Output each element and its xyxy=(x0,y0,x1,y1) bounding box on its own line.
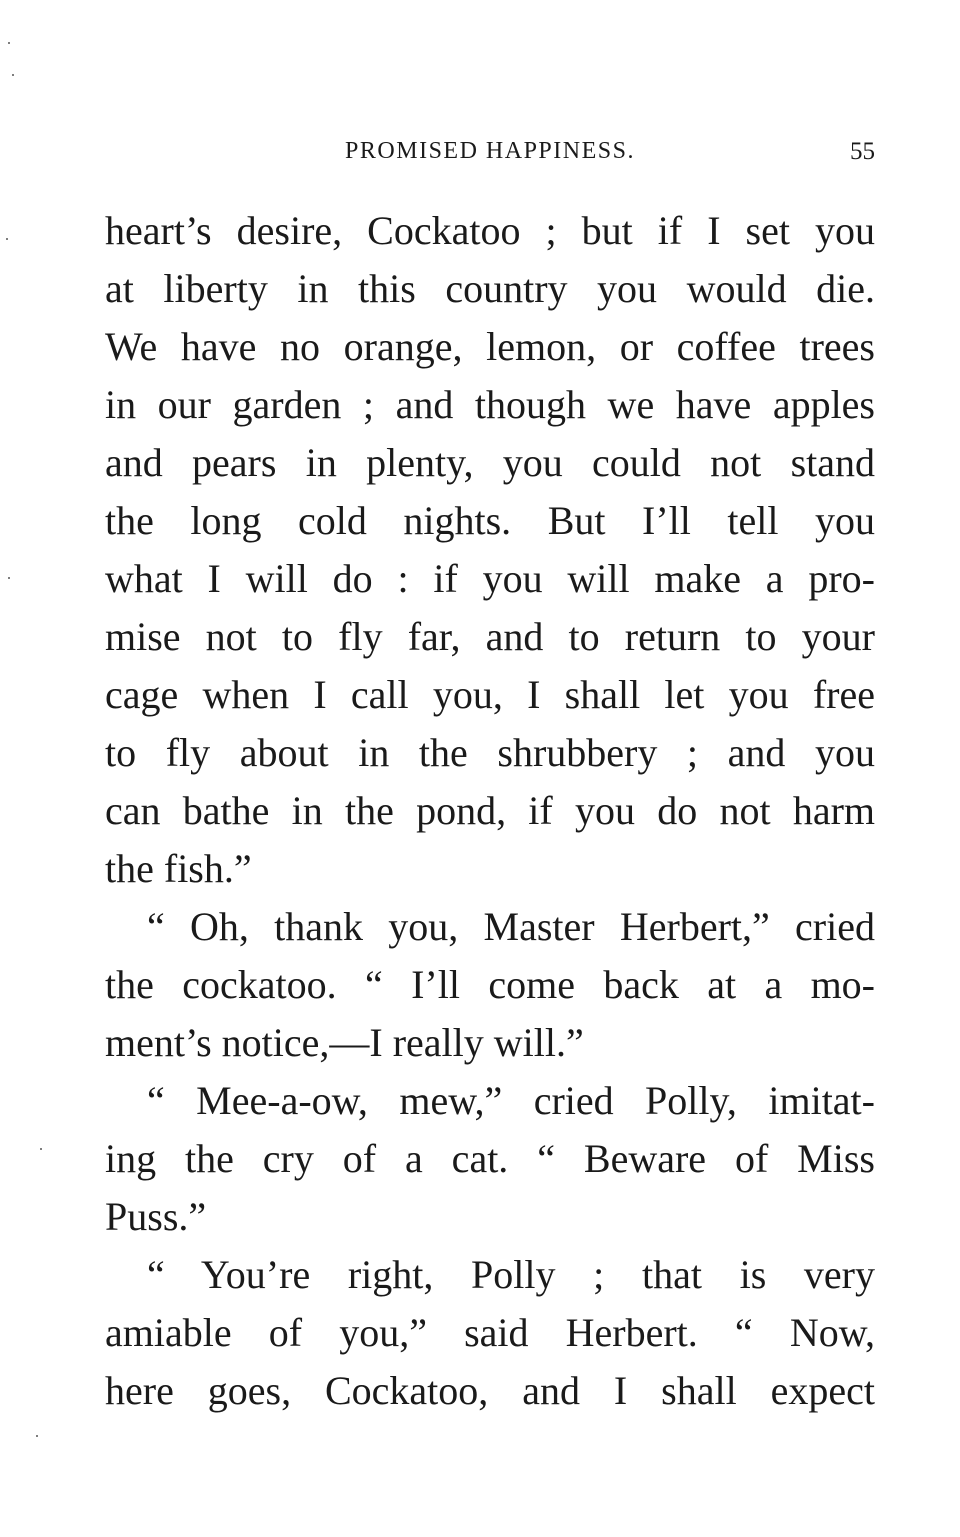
text-line: the cockatoo. “ I’ll come back at a mo- xyxy=(105,962,875,1007)
text-line: to fly about in the shrubbery ; and you xyxy=(105,730,875,775)
page-number: 55 xyxy=(850,138,875,165)
text-line: “ Oh, thank you, Master Herbert,” cried xyxy=(147,904,875,949)
text-line: what I will do : if you will make a pro- xyxy=(105,556,875,601)
text-line: “ You’re right, Polly ; that is very xyxy=(147,1252,875,1297)
text-line: and pears in plenty, you could not stand xyxy=(105,440,875,485)
text-line: the long cold nights. But I’ll tell you xyxy=(105,498,875,543)
text-line: mise not to fly far, and to return to your xyxy=(105,614,875,659)
body-text xyxy=(105,202,875,1420)
text-line: heart’s desire, Cockatoo ; but if I set you xyxy=(105,208,875,253)
text-line: Puss.” xyxy=(105,1194,207,1239)
text-line: the fish.” xyxy=(105,846,252,891)
running-head xyxy=(105,136,875,170)
text-line: here goes, Cockatoo, and I shall expect xyxy=(105,1368,875,1413)
text-line: We have no orange, lemon, or coffee trees xyxy=(105,324,875,369)
text-line: at liberty in this country you would die. xyxy=(105,266,875,311)
text-line: in our garden ; and though we have apples xyxy=(105,382,875,427)
text-line: can bathe in the pond, if you do not harm xyxy=(105,788,875,833)
text-line: cage when I call you, I shall let you free xyxy=(105,672,875,717)
text-line: ing the cry of a cat. “ Beware of Miss xyxy=(105,1136,875,1181)
text-line: ment’s notice,—I really will.” xyxy=(105,1020,584,1065)
text-line: amiable of you,” said Herbert. “ Now, xyxy=(105,1310,875,1355)
running-title: PROMISED HAPPINESS. xyxy=(345,138,635,164)
text-line: “ Mee-a-ow, mew,” cried Polly, imitat- xyxy=(147,1078,875,1123)
